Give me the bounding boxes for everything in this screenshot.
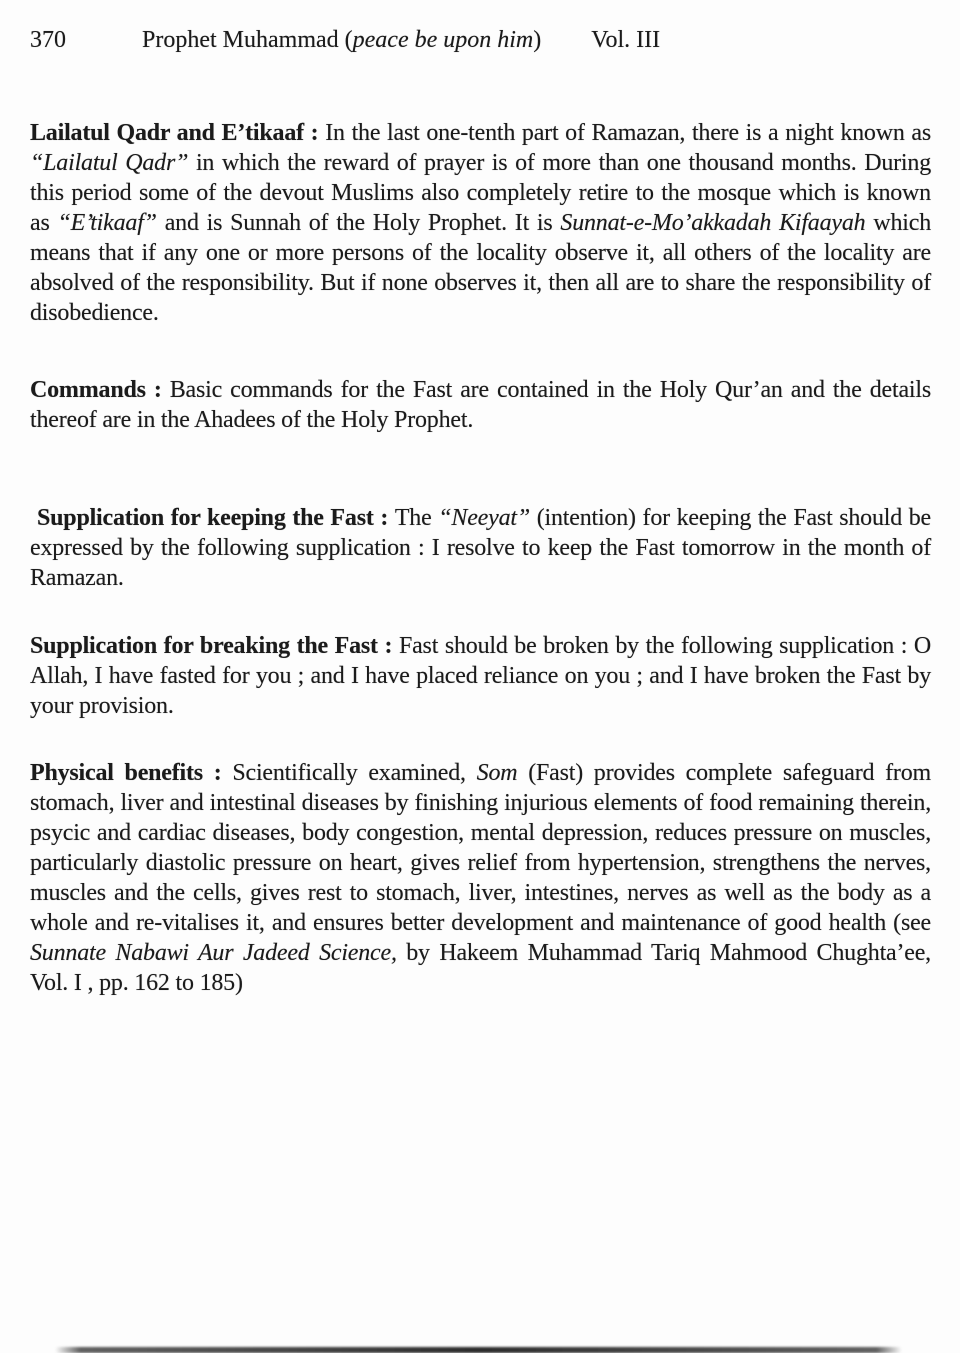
book-title-suffix: ) — [533, 27, 542, 53]
italic-phrase: Sunnat-e-Mo’akkadah Kifaayah — [560, 210, 866, 236]
body-paragraph — [30, 375, 931, 435]
volume-label: Vol. III — [591, 27, 661, 53]
italic-phrase: “E’tikaaf” — [57, 210, 157, 236]
text-run: by Hakeem Muhammad Tariq Mahmood Chughta’ee, Vol. I , pp. 162 to 185) — [30, 940, 931, 996]
text-run: (Fast) provides complete safeguard from stomach, liver and intestinal diseases by finishing injurious elements of food remaining therein, psycic and cardiac diseases, body congestion, mental depression, reduces pressure on muscles, particularly diastolic pressure on heart, gives relief from hypertension, strengthens the nerves, muscles and the cells, gives rest to stomach, liver, intestines, nerves as well as the body as a whole and re-vitalises it, and ensures better development and maintenance of good health (see — [30, 760, 931, 936]
text-run: and is Sunnah of the Holy Prophet. It is — [156, 210, 561, 236]
italic-phrase: “Neeyat” — [438, 505, 530, 531]
body-paragraph — [30, 631, 931, 721]
book-title — [142, 25, 541, 55]
book-title-italic-phrase: peace be upon him — [352, 27, 534, 53]
paragraph-heading: Supplication for keeping the Fast : — [37, 505, 395, 531]
text-run: Fast should be broken by the following supplication : O Allah, I have fasted for you ; and I have placed reliance on you ; and I have broken the Fast by your provision. — [30, 633, 932, 719]
text-run: which means that if any one or more persons of the locality observe it, all others of the locality are absolved of the responsibility. But if none observes it, then all are to share the responsibility of disobedience. — [30, 210, 931, 326]
book-title-prefix: Prophet Muhammad ( — [142, 27, 353, 53]
text-run: (intention) for keeping the Fast should be expressed by the following supplication : I resolve to keep the Fast tomorrow in the month of Ramazan. — [30, 505, 932, 591]
text-run: The — [394, 505, 439, 531]
page-body — [0, 118, 960, 998]
text-run: Scientifically examined, — [232, 760, 477, 786]
page-header — [0, 0, 960, 55]
body-paragraph — [30, 503, 931, 593]
body-paragraph — [30, 118, 931, 328]
paragraph-heading: Commands : — [30, 377, 170, 403]
paragraph-heading: Supplication for breaking the Fast : — [30, 633, 399, 659]
italic-phrase: “Lailatul Qadr” — [30, 150, 189, 176]
body-paragraph — [30, 758, 931, 998]
text-run: in which the reward of prayer is of more than one thousand months. During this period some of the devout Muslims also completely retire to the mosque which is known as — [30, 150, 932, 236]
italic-phrase: Sunnate Nabawi Aur Jadeed Science, — [30, 940, 397, 966]
text-run: Basic commands for the Fast are contained in the Holy Qur’an and the details thereof are in the Ahadees of the Holy Prophet. — [30, 377, 931, 433]
text-run: In the last one-tenth part of Ramazan, there is a night known as — [325, 120, 931, 146]
paragraph-heading: Lailatul Qadr and E’tikaaf : — [30, 120, 326, 146]
italic-phrase: Som — [476, 760, 518, 786]
paragraph-heading: Physical benefits : — [30, 760, 233, 786]
page-number: 370 — [30, 27, 66, 53]
scan-artifact-bar — [55, 1347, 902, 1353]
